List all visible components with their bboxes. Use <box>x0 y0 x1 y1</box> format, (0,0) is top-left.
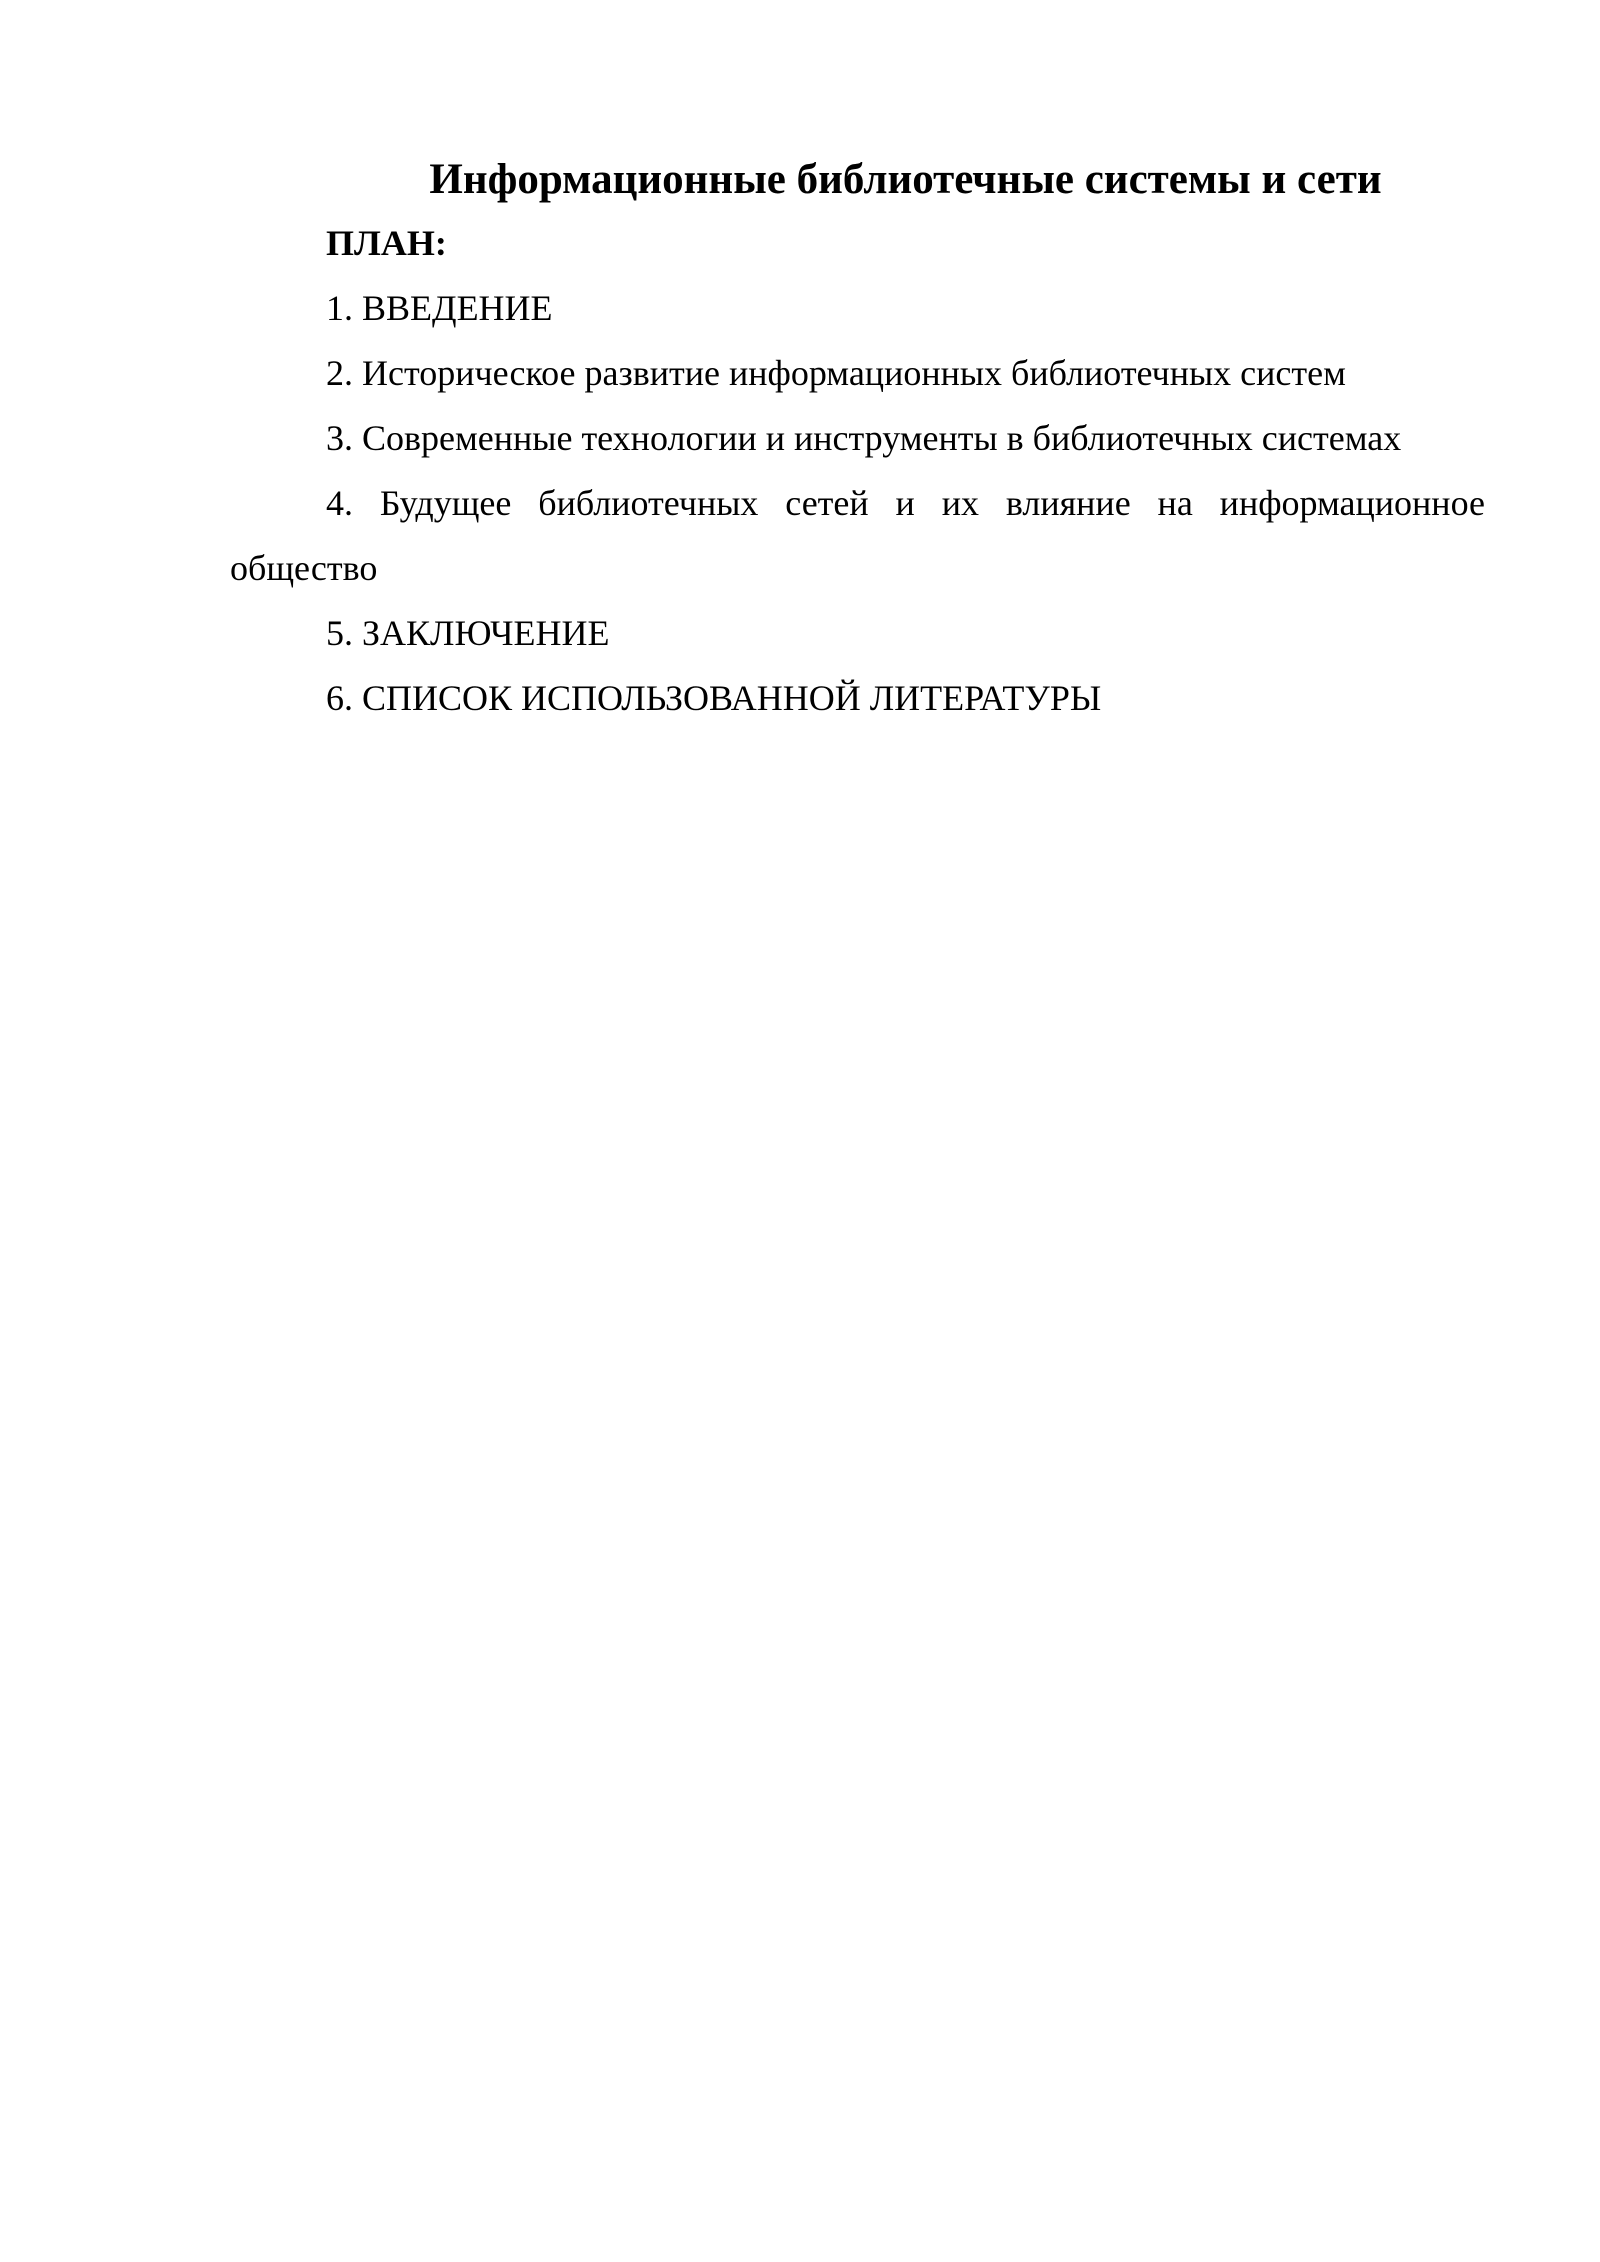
plan-list <box>230 276 1485 731</box>
plan-item-future-networks: 4. Будущее библиотечных сетей и их влияние на информационное общество <box>230 483 1485 588</box>
plan-heading: ПЛАН: <box>326 223 447 263</box>
plan-item-introduction: 1. ВВЕДЕНИЕ <box>326 288 553 328</box>
plan-item-modern-technologies: 3. Современные технологии и инструменты в библиотечных системах <box>326 418 1402 458</box>
plan-item-conclusion: 5. ЗАКЛЮЧЕНИЕ <box>326 613 610 653</box>
document-title: Информационные библиотечные системы и сети <box>429 156 1382 203</box>
document-body <box>230 150 1485 731</box>
plan-item-references: 6. СПИСОК ИСПОЛЬЗОВАННОЙ ЛИТЕРАТУРЫ <box>326 678 1102 718</box>
plan-item-historical-development: 2. Историческое развитие информационных библиотечных систем <box>326 353 1346 393</box>
